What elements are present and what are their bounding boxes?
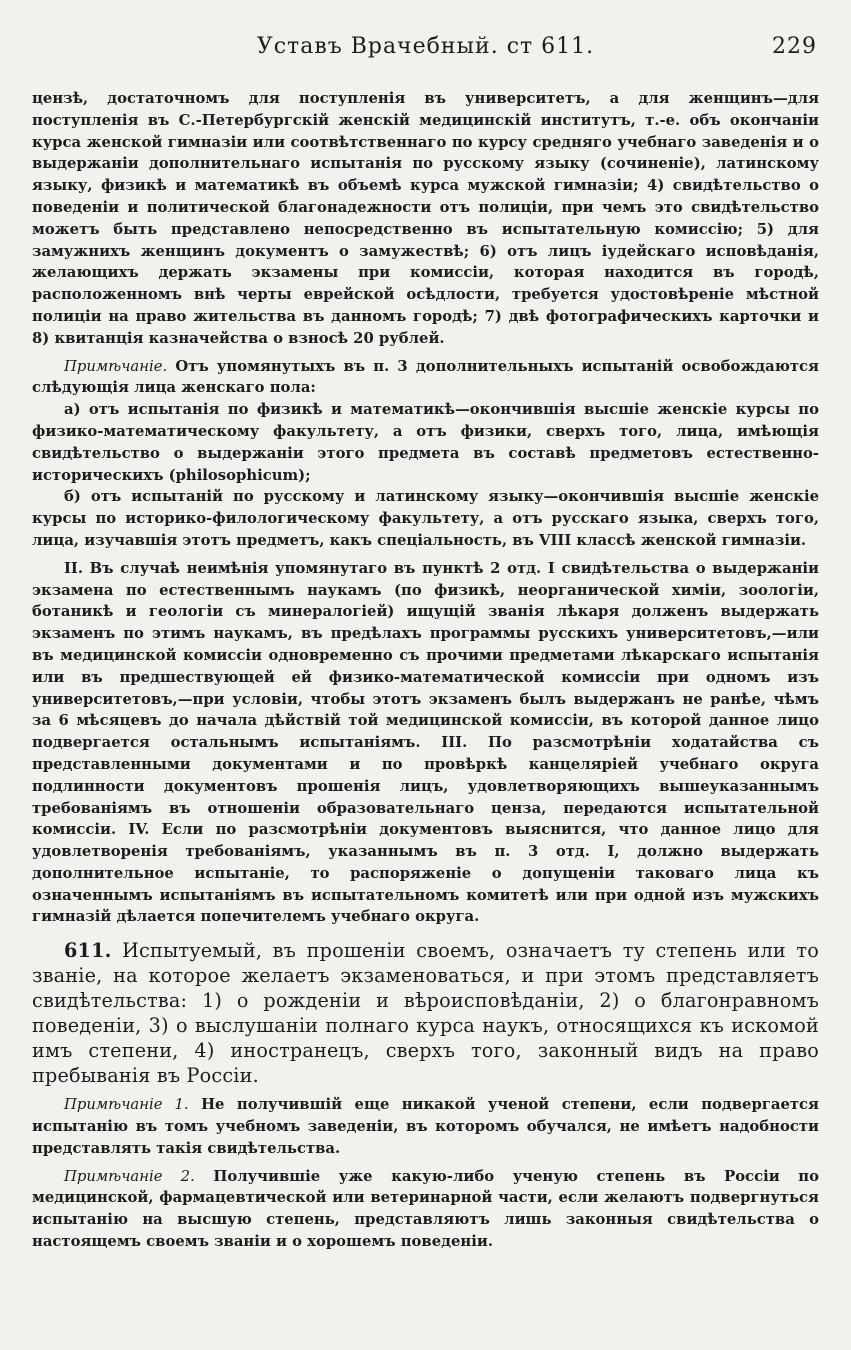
note-1-paragraph [32,1094,819,1159]
note-item-b: б) отъ испытаній по русскому и латинскому языку—окончившія высшіе женскіе курсы по историко-филологическому факультету, а отъ русскаго языка, сверхъ того, лица, изучавшія этотъ предметъ, какъ спеціальность, въ VIII классѣ женской гимназіи. [32,488,819,549]
note-item-a: а) отъ испытанія по физикѣ и математикѣ—окончившія высшіе женскіе курсы по физико-математическому факультету, а отъ физики, сверхъ того, лица, имѣющія свидѣтельство о выдержаніи этого предмета въ составѣ предметовъ естественно-историческихъ (philosophicum); [32,401,819,484]
note-1-label: Примѣчаніе 1. [64,1096,189,1114]
page-number: 229 [772,34,817,59]
page-body [32,88,819,1253]
note-2-paragraph [32,1166,819,1253]
continuation-paragraph: цензѣ, достаточномъ для поступленія въ университетъ, а для женщинъ—для поступленія въ С.-Петербургскій женскій медицинскій институтъ, т.-е. объ окончаніи курса женской гимназіи или соотвѣтственнаго по курсу средняго учебнаго заведенія и о выдержаніи дополнительнаго испытанія по русскому языку (сочиненіе), латинскому языку, физикѣ и математикѣ въ объемѣ курса мужской гимназіи; 4) свидѣтельство о поведеніи и политической благонадежности отъ полиціи, при чемъ это свидѣтельство можетъ быть представлено непосредственно въ испытательную комиссію; 5) для замужнихъ женщинъ документъ о замужествѣ; 6) отъ лицъ іудейскаго исповѣданія, желающихъ держать экзамены при комиссіи, которая находится въ городѣ, расположенномъ внѣ черты еврейской осѣдлости, требуется удостовѣреніе мѣстной полиціи на право жительства въ данномъ городѣ; 7) двѣ фотографическихъ карточки и 8) квитанція казначейства о взносѣ 20 рублей. [32,90,819,347]
note-1-text: Не получившій еще никакой ученой степени, если подвергается испытанію въ томъ учебномъ заведеніи, въ которомъ обучался, не имѣетъ надобности представлять такія свидѣтельства. [32,1096,819,1157]
article-text: Испытуемый, въ прошеніи своемъ, означаетъ ту степень или то званіе, на которое желаетъ экзаменоваться, и при этомъ представляетъ свидѣтельства: 1) о рожденіи и вѣроисповѣданіи, 2) о благонравномъ поведеніи, 3) о выслушаніи полнаго курса наукъ, относящихся къ искомой имъ степени, 4) иностранецъ, сверхъ того, законный видъ на право пребыванія въ Россіи. [32,939,819,1088]
note-text: Отъ упомянутыхъ въ п. 3 дополнительныхъ испытаній освобождаются слѣдующія лица женскаго пола: [32,357,819,397]
note-2-label: Примѣчаніе 2. [64,1167,195,1185]
article-611 [32,938,819,1088]
section-ii-paragraph: II. Въ случаѣ неимѣнія упомянутаго въ пунктѣ 2 отд. I свидѣтельства о выдержаніи экзамена по естественнымъ наукамъ (по физикѣ, неорганической химіи, зоологіи, ботаникѣ и геологіи съ минералогіей) ищущій званія лѣкаря долженъ выдержать экзаменъ по этимъ наукамъ, въ предѣлахъ программы русскихъ университетовъ,—или въ медицинской комиссіи одновременно съ прочими предметами лѣкарскаго испытанія или въ предшествующей ей физико-математической комиссіи при одномъ изъ университетовъ,—при условіи, чтобы этотъ экзаменъ былъ выдержанъ не ранѣе, чѣмъ за 6 мѣсяцевъ до начала дѣйствій той медицинской комиссіи, въ которой данное лицо подвергается остальнымъ испытаніямъ. III. По разсмотрѣніи ходатайства съ представленными документами и по провѣркѣ канцеляріей учебнаго округа подлинности документовъ прошенія лицъ, удовлетворяющихъ вышеуказаннымъ требованіямъ въ отношеніи образовательнаго ценза, передаются испытательной комиссіи. IV. Если по разсмотрѣніи документовъ выяснится, что данное лицо для удовлетворенія требованіямъ, указаннымъ въ п. 3 отд. I, должно выдержать дополнительное испытаніе, то распоряженіе о допущеніи таковаго лица къ означеннымъ испытаніямъ въ испытательномъ комитетѣ или при одной изъ мужскихъ гимназій дѣлается попечителемъ учебнаго округа. [32,559,819,926]
note-paragraph [32,356,819,400]
article-number: 611. [64,939,112,963]
page-header [32,32,819,76]
note-2-text: Получившіе уже какую-либо ученую степень въ Россіи по медицинской, фармацевтической или ветеринарной части, если желаютъ подвергнуться испытанію на высшую степень, представляютъ лишь законныя свидѣтельства о настоящемъ своемъ званіи и о хорошемъ поведеніи. [32,1167,819,1251]
running-head: Уставъ Врачебный. ст 611. [256,34,595,59]
note-label: Примѣчаніе. [64,357,168,375]
